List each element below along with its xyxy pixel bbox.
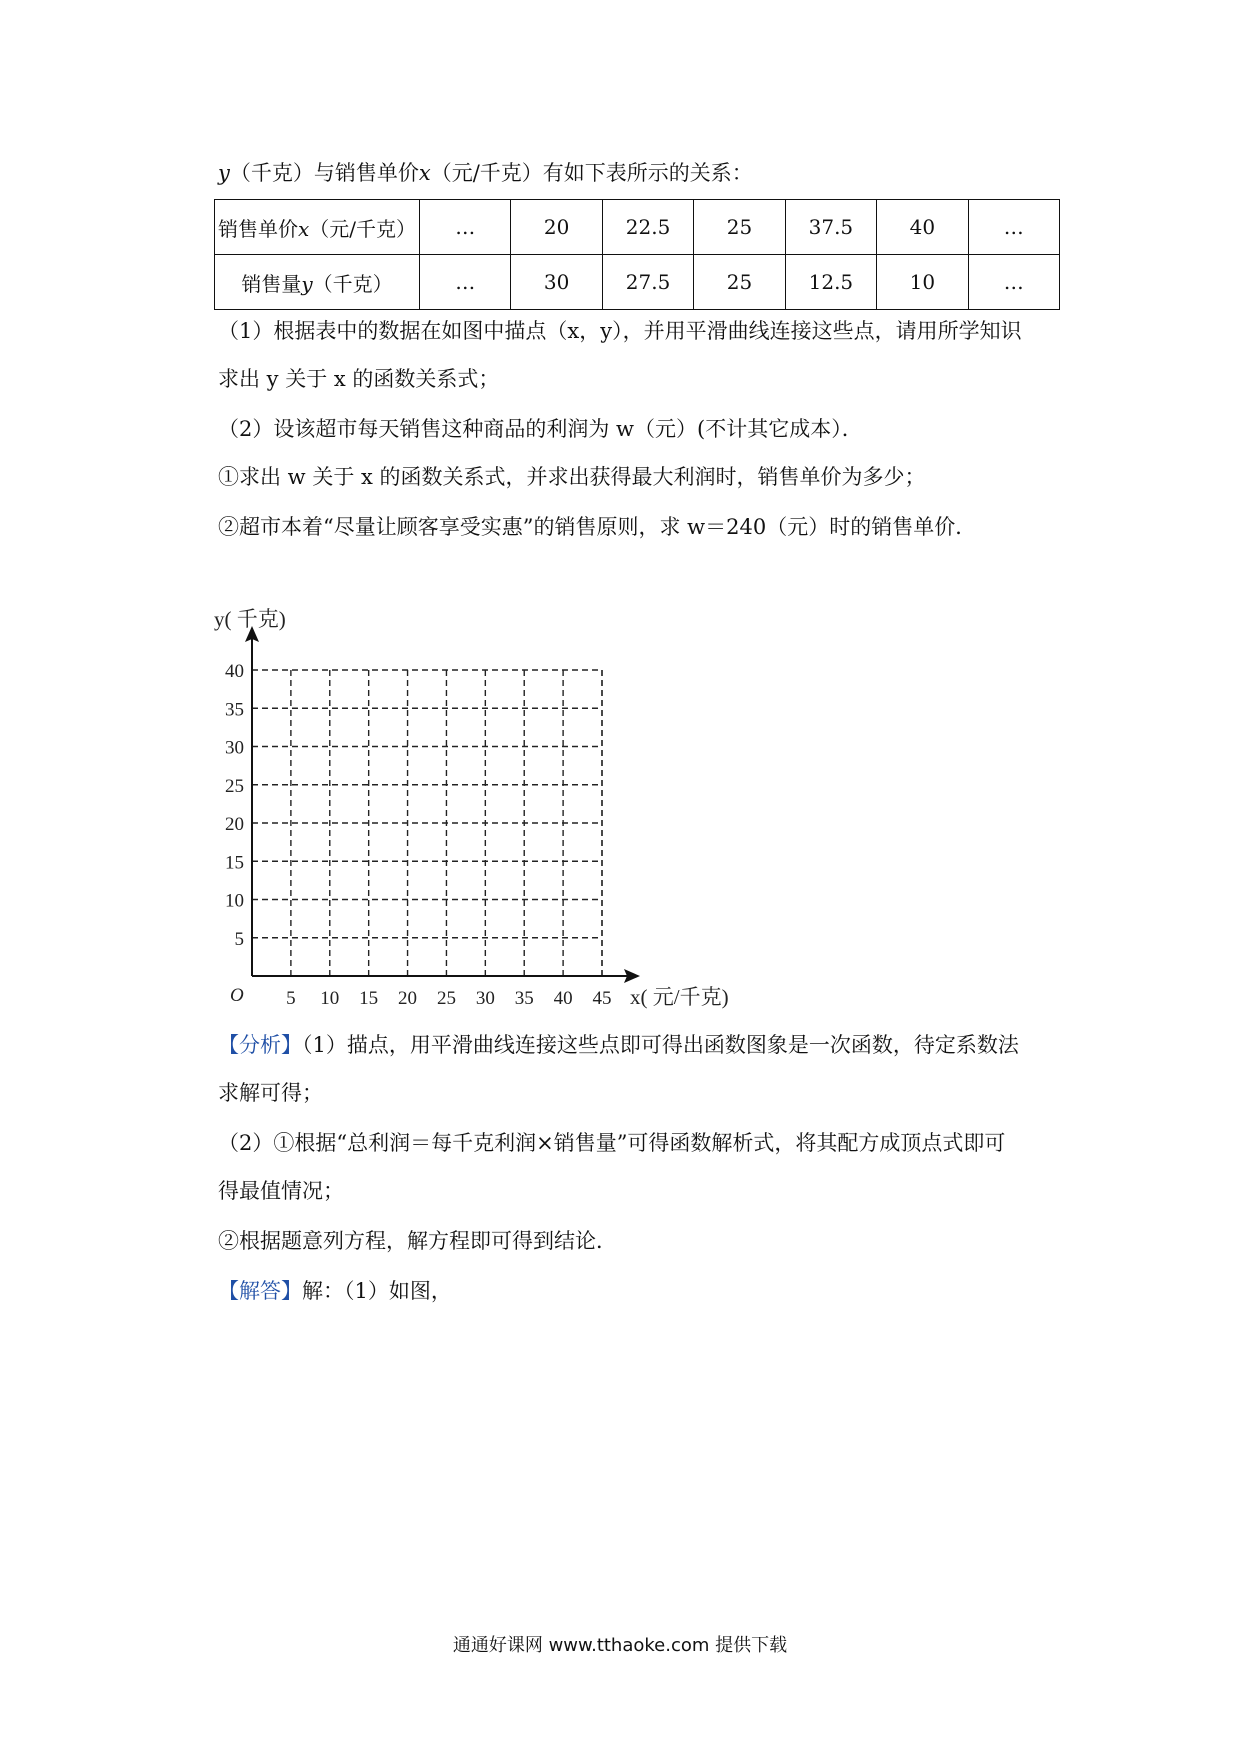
solution-line: 【解答】解：（1）如图， [218, 1279, 452, 1303]
analysis-line-3: （2）①根据“总利润＝每千克利润×销售量”可得函数解析式，将其配方成顶点式即可 [218, 1131, 1006, 1155]
table-cell: 22.5 [602, 200, 693, 255]
question-1-line-2: 求出 y 关于 x 的函数关系式； [218, 367, 500, 391]
table-cell: 25 [694, 255, 785, 310]
table-row [215, 255, 1060, 310]
table-row [215, 200, 1060, 255]
table-cell: … [968, 200, 1059, 255]
y-axis-label: y( 千克) [214, 607, 286, 631]
x-tick-label: 35 [514, 988, 534, 1009]
price-sales-table [214, 199, 1060, 310]
tick-labels [225, 661, 612, 1009]
x-tick-label: 15 [359, 988, 379, 1009]
x-axis-label: x( 元/千克) [630, 985, 729, 1009]
table-header-quantity: 销售量y（千克） [215, 255, 420, 310]
solution-tag: 【解答】 [218, 1279, 302, 1303]
x-tick-label: 5 [286, 988, 296, 1009]
x-tick-label: 30 [475, 988, 495, 1009]
x-tick-label: 25 [436, 988, 456, 1009]
analysis-line-5: ②根据题意列方程，解方程即可得到结论． [218, 1229, 617, 1253]
table-cell: 10 [877, 255, 968, 310]
table-header-price: 销售单价x（元/千克） [215, 200, 420, 255]
table-cell: 27.5 [602, 255, 693, 310]
table-cell: … [420, 255, 511, 310]
axes [245, 626, 640, 983]
footer: 通通好课网 www.tthaoke.com 提供下载 [452, 1635, 788, 1656]
origin-label: O [230, 985, 244, 1006]
table-cell: 25 [694, 200, 785, 255]
table-cell: 40 [877, 200, 968, 255]
coordinate-grid [200, 598, 760, 1028]
table-cell: 12.5 [785, 255, 876, 310]
x-tick-label: 20 [398, 988, 418, 1009]
grid-lines [252, 670, 602, 976]
table-cell: 20 [511, 200, 602, 255]
y-tick-label: 40 [225, 661, 244, 682]
analysis-line-4: 得最值情况； [218, 1179, 344, 1203]
y-tick-label: 5 [234, 928, 244, 950]
y-tick-label: 20 [225, 814, 244, 835]
x-tick-label: 40 [553, 988, 573, 1009]
y-tick-label: 10 [225, 890, 244, 912]
question-2-part-2: ②超市本着“尽量让顾客享受实惠”的销售原则，求 w＝240（元）时的销售单价． [218, 515, 977, 539]
question-2-part-1: ①求出 w 关于 x 的函数关系式，并求出获得最大利润时，销售单价为多少； [218, 465, 926, 489]
analysis-tag: 【分析】 [218, 1033, 302, 1057]
question-2: （2）设该超市每天销售这种商品的利润为 w（元）(不计其它成本）． [218, 417, 863, 441]
question-1-line-1: （1）根据表中的数据在如图中描点（x，y），并用平滑曲线连接这些点，请用所学知识 [218, 319, 1022, 343]
intro-line: y（千克）与销售单价x（元/千克）有如下表所示的关系： [218, 161, 753, 185]
analysis-line-1: 【分析】（1）描点，用平滑曲线连接这些点即可得出函数图象是一次函数，待定系数法 [218, 1033, 1019, 1057]
y-tick-label: 35 [225, 699, 244, 721]
table-cell: … [968, 255, 1059, 310]
table-cell: … [420, 200, 511, 255]
x-tick-label: 45 [592, 988, 612, 1009]
y-tick-label: 25 [225, 775, 244, 797]
y-tick-label: 30 [225, 737, 244, 759]
x-tick-label: 10 [320, 988, 340, 1009]
table-cell: 37.5 [785, 200, 876, 255]
analysis-line-2: 求解可得； [218, 1081, 323, 1105]
table-cell: 30 [511, 255, 602, 310]
y-tick-label: 15 [225, 852, 244, 874]
